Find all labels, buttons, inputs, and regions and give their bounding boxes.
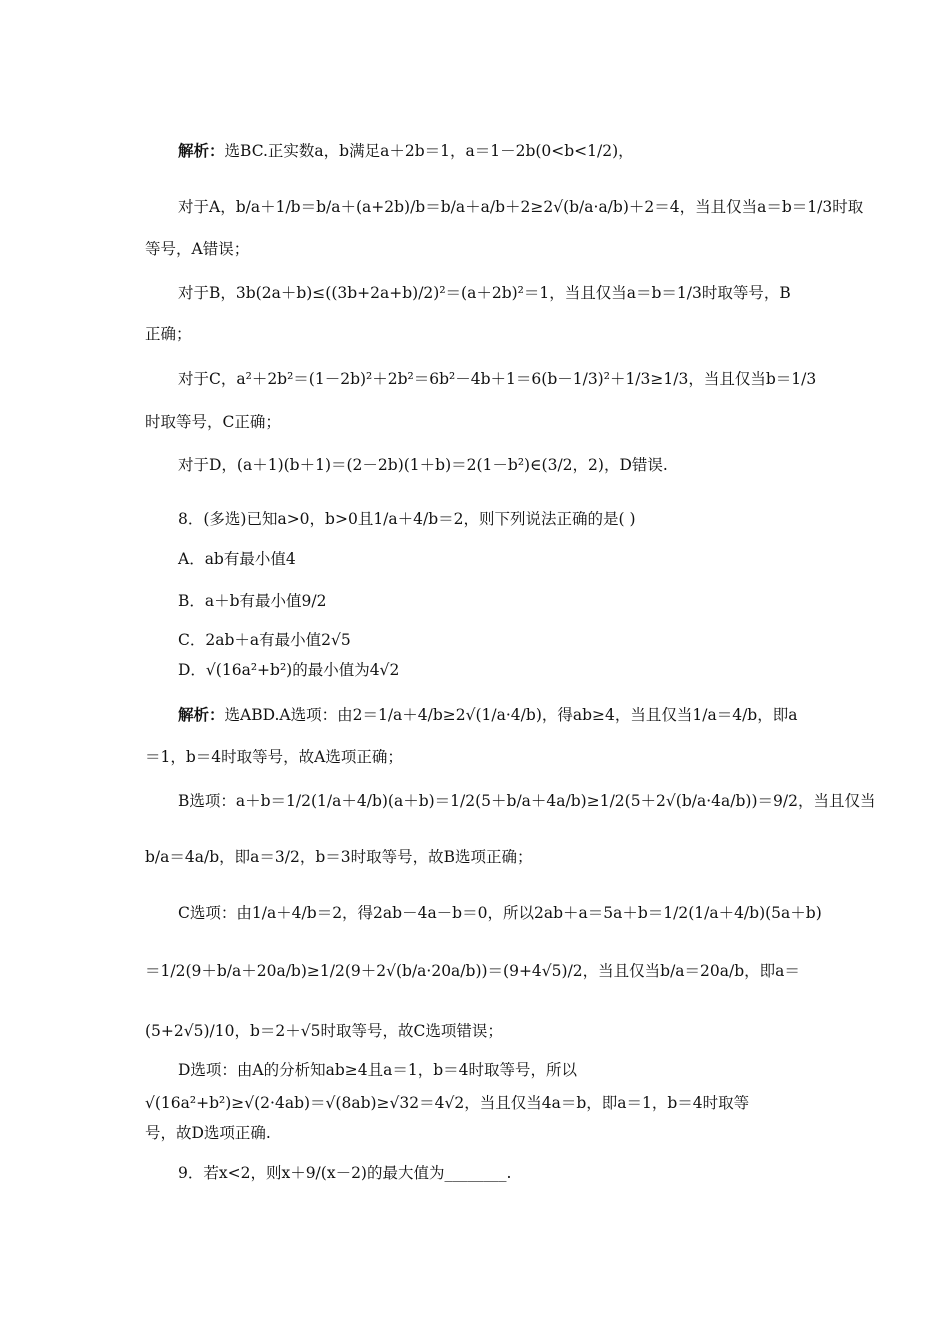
solution-8-d-conclusion: 号，故D选项正确. <box>145 1124 271 1142</box>
question-9-stem: 9．若x<2，则x＋9/(x－2)的最大值为________. <box>178 1164 512 1182</box>
solution-8-a-conclusion: ＝1，b＝4时取等号，故A选项正确； <box>145 748 403 766</box>
question-8-stem: 8．(多选)已知a>0，b>0且1/a＋4/b＝2，则下列说法正确的是( ) <box>178 510 636 528</box>
option-c-analysis: 对于C，a²＋2b²＝(1－2b)²＋2b²＝6b²－4b＋1＝6(b－1/3)²＋1/3≥1/3，当且仅当b＝1/3 <box>178 370 817 388</box>
solution-8-c-inequality: ＝1/2(9＋b/a＋20a/b)≥1/2(9＋2√(b/a·20a/b))＝(9+4√5)/2，当且仅当b/a＝20a/b，即a＝ <box>145 962 800 980</box>
solution-8-d-inequality: √(16a²+b²)≥√(2·4ab)＝√(8ab)≥√32＝4√2，当且仅当4a＝b，即a＝1，b＝4时取等 <box>145 1094 750 1112</box>
solution-label: 解析： <box>178 141 225 160</box>
line-text: 选BC.正实数a，b满足a＋2b＝1，a＝1－2b(0<b<1/2)， <box>224 142 634 160</box>
question-8-option-d: D．√(16a²+b²)的最小值为4√2 <box>178 661 400 679</box>
solution-8-d-analysis: D选项：由A的分析知ab≥4且a＝1，b＝4时取等号，所以 <box>178 1061 578 1079</box>
option-b-analysis: 对于B，3b(2a＋b)≤((3b+2a+b)/2)²＝(a＋2b)²＝1，当且仅当a＝b＝1/3时取等号，B <box>178 284 791 302</box>
question-8-option-b: B．a＋b有最小值9/2 <box>178 592 327 610</box>
solution-7-intro <box>0 140 772 162</box>
option-a-analysis: 对于A，b/a＋1/b＝b/a＋(a+2b)/b＝b/a＋a/b＋2≥2√(b/a·a/b)＋2＝4，当且仅当a＝b＝1/3时取 <box>178 198 864 216</box>
solution-8-b-analysis: B选项：a＋b＝1/2(1/a＋4/b)(a＋b)＝1/2(5＋b/a＋4a/b)≥1/2(5＋2√(b/a·4a/b))＝9/2，当且仅当 <box>178 792 876 810</box>
line-text: 选ABD.A选项：由2＝1/a＋4/b≥2√(1/a·4/b)，得ab≥4，当且仅当1/a＝4/b，即a <box>224 706 798 724</box>
option-a-conclusion: 等号，A错误； <box>145 240 250 258</box>
solution-8-intro <box>0 704 798 726</box>
question-8-option-c: C．2ab＋a有最小值2√5 <box>178 631 351 649</box>
option-c-conclusion: 时取等号，C正确； <box>145 413 281 431</box>
solution-8-c-analysis: C选项：由1/a＋4/b＝2，得2ab－4a－b＝0，所以2ab＋a＝5a＋b＝1/2(1/a＋4/b)(5a＋b) <box>178 904 822 922</box>
question-8-option-a: A．ab有最小值4 <box>178 550 296 568</box>
option-b-conclusion: 正确； <box>145 325 192 343</box>
option-d-analysis: 对于D，(a＋1)(b＋1)＝(2－2b)(1＋b)＝2(1－b²)∈(3/2，2)，D错误. <box>178 456 668 474</box>
solution-8-b-conclusion: b/a＝4a/b，即a＝3/2，b＝3时取等号，故B选项正确； <box>145 848 533 866</box>
solution-label: 解析： <box>178 705 225 724</box>
solution-8-c-conclusion: (5+2√5)/10，b＝2＋√5时取等号，故C选项错误； <box>145 1022 503 1040</box>
